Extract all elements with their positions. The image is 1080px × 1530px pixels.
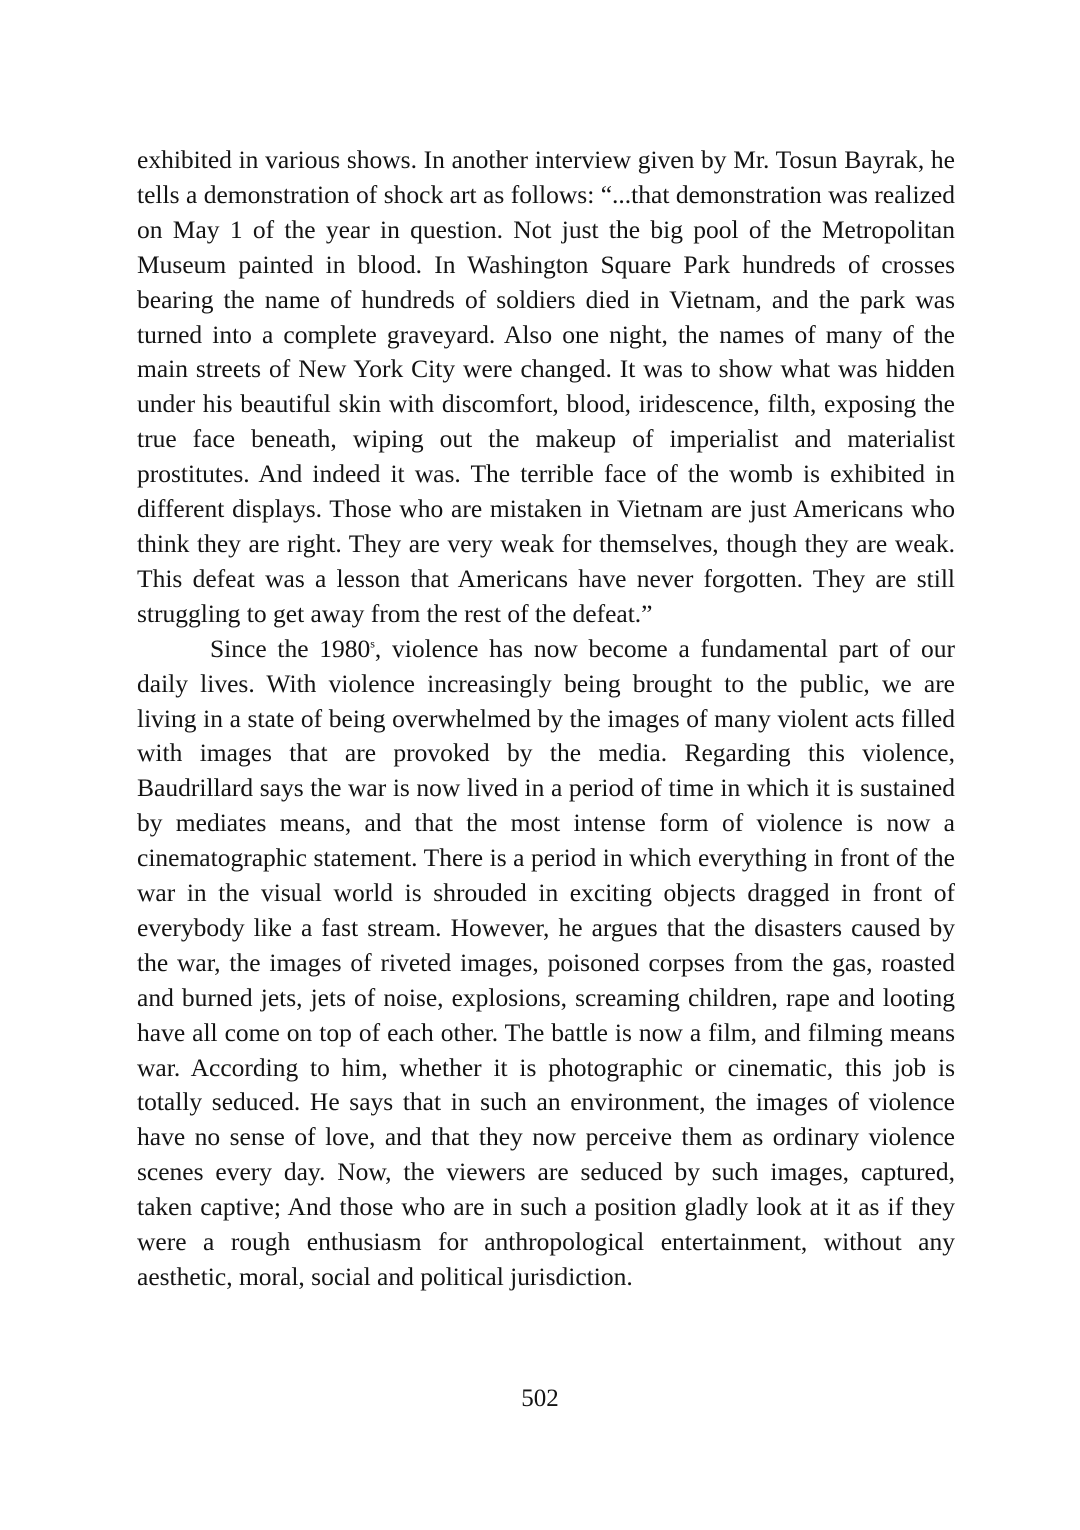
page-number: 502 bbox=[521, 1385, 559, 1412]
paragraph-2-superscript: s bbox=[370, 636, 375, 651]
body-text bbox=[137, 143, 955, 1295]
paragraph-2 bbox=[137, 632, 955, 1295]
paragraph-2-rest: , violence has now become a fundamental part of our daily lives. With violence increasingly being brought to the public, we are living in a state of being overwhelmed by the images of many violent acts filled with images that are provoked by the media. Regarding this violence, Baudrillard says the war is now lived in a period of time in which it is sustained by mediates means, and that the most intense form of violence is now a cinematographic statement. There is a period in which everything in front of the war in the visual world is shrouded in exciting objects dragged in front of everybody like a fast stream. However, he argues that the disasters caused by the war, the images of riveted images, poisoned corpses from the gas, roasted and burned jets, jets of noise, explosions, screaming children, rape and looting have all come on top of each other. The battle is now a film, and filming means war. According to him, whether it is photographic or cinematic, this job is totally seduced. He says that in such an environment, the images of violence have no sense of love, and that they now perceive them as ordinary violence scenes every day. Now, the viewers are seduced by such images, captured, taken captive; And those who are in such a position gladly look at it as if they were a rough enthusiasm for anthropological entertainment, without any aesthetic, moral, social and political jurisdiction. bbox=[137, 633, 955, 1291]
paragraph-2-lead: Since the 1980 bbox=[210, 633, 371, 663]
paragraph-1: exhibited in various shows. In another interview given by Mr. Tosun Bayrak, he tells a demonstration of shock art as follows: “...that demonstration was realized on May 1 of the year in question. Not just the big pool of the Metropolitan Museum painted in blood. In Washington Square Park hundreds of crosses bearing the name of hundreds of soldiers died in Vietnam, and the park was turned into a complete graveyard. Also one night, the names of many of the main streets of New York City were changed. It was to show what was hidden under his beautiful skin with discomfort, blood, iridescence, filth, exposing the true face beneath, wiping out the makeup of imperialist and materialist prostitutes. And indeed it was. The terrible face of the womb is exhibited in different displays. Those who are mistaken in Vietnam are just Americans who think they are right. They are very weak for themselves, though they are weak. This defeat was a lesson that Americans have never forgotten. They are still struggling to get away from the rest of the defeat.” bbox=[137, 145, 955, 628]
